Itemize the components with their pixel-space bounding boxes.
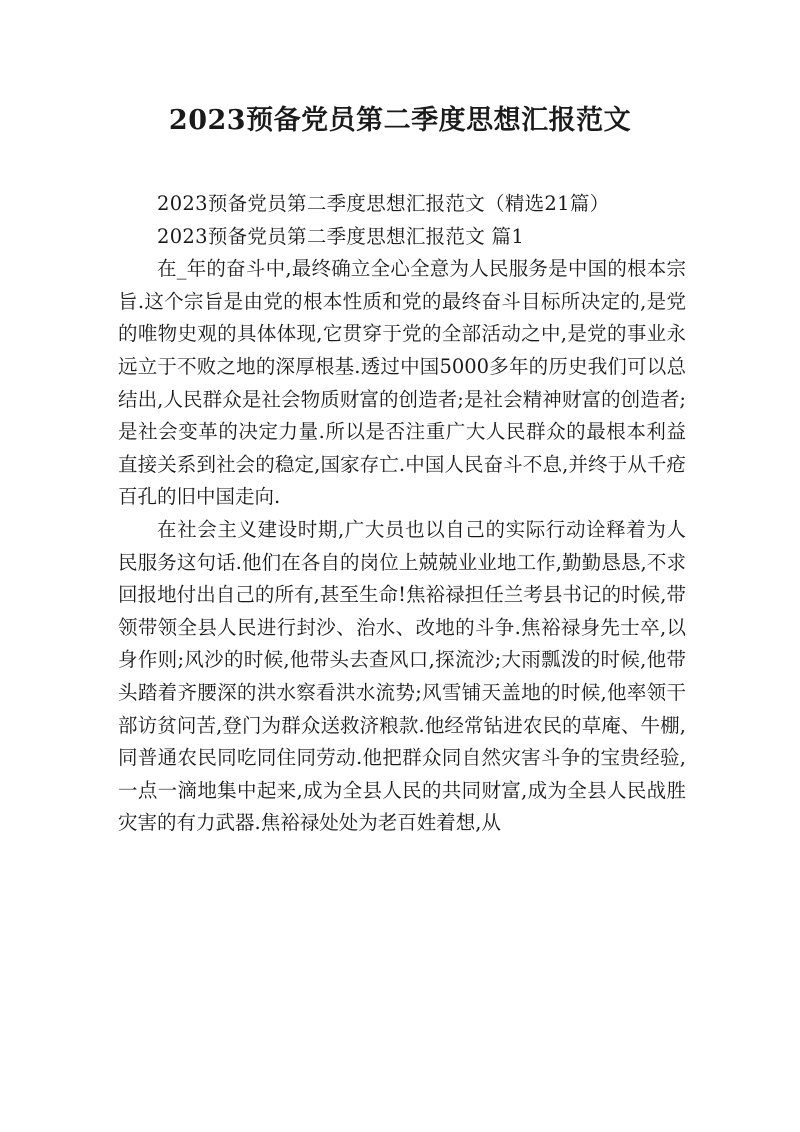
document-title: 2023预备党员第二季度思想汇报范文 (168, 105, 632, 136)
paragraph-1: 在_年的奋斗中,最终确立全心全意为人民服务是中国的根本宗旨.这个宗旨是由党的根本性质和党的最终奋斗目标所决定的,是党的唯物史观的具体体现,它贯穿于党的全部活动之中,是党的事业永远立于不败之地的深厚根基.透过中国5000多年的历史我们可以总结出,人民群众是社会物质财富的创造者;是社会精神财富的创造者;是社会变革的决定力量.所以是否注重广大人民群众的最根本利益直接关系到社会的稳定,国家存亡.中国人民奋斗不息,并终于从千疮百孔的旧中国走向. (118, 257, 686, 509)
section-heading: 2023预备党员第二季度思想汇报范文 篇1 (157, 224, 525, 248)
paragraph-2: 在社会主义建设时期,广大员也以自己的实际行动诠释着为人民服务这句话.他们在各自的岗位上兢兢业业地工作,勤勤恳恳,不求回报地付出自己的所有,甚至生命!焦裕禄担任兰考县书记的时候,带领带领全县人民进行封沙、治水、改地的斗争.焦裕禄身先士卒,以身作则;风沙的时候,他带头去查风口,探流沙;大雨瓢泼的时候,他带头踏着齐腰深的洪水察看洪水流势;风雪铺天盖地的时候,他率领干部访贫问苦,登门为群众送救济粮款.他经常钻进农民的草庵、牛棚,同普通农民同吃同住同劳动.他把群众同自然灾害斗争的宝贵经验,一点一滴地集中起来,成为全县人民的共同财富,成为全县人民战胜灾害的有力武器.焦裕禄处处为老百姓着想,从 (118, 517, 686, 835)
document-body (118, 188, 686, 840)
document-subtitle: 2023预备党员第二季度思想汇报范文（精选21篇） (157, 192, 610, 215)
